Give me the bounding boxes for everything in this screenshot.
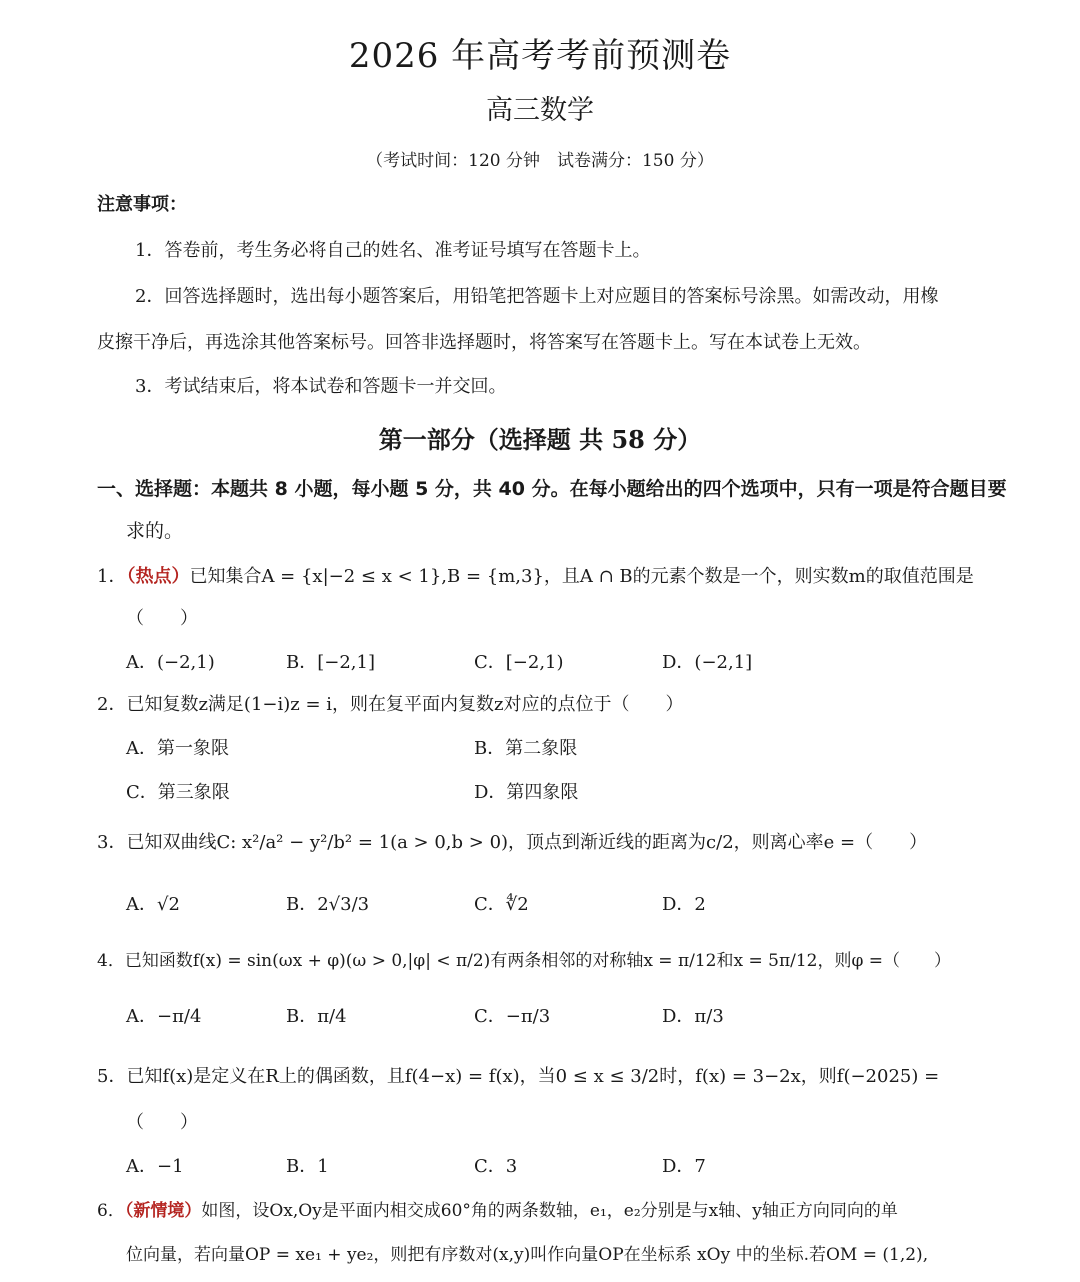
option-d: D．第四象限 xyxy=(474,782,579,803)
option-b: B．1 xyxy=(286,1156,329,1177)
option-a: A．(−2,1) xyxy=(126,652,215,673)
option-a: A．−1 xyxy=(126,1156,184,1177)
exam-subtitle: 高三数学 xyxy=(486,95,594,126)
question-text: 已知集合A = {x|−2 ≤ x < 1},B = {m,3}，且A ∩ B的元素个数是一个，则实数m的取值范围是 xyxy=(189,566,974,587)
question-text: 如图，设Ox,Oy是平面内相交成60°角的两条数轴，e₁，e₂分别是与x轴、y轴正方向同向的单 xyxy=(201,1201,898,1221)
option-c: C．[−2,1) xyxy=(474,652,564,673)
part-heading: 第一部分（选择题 共 58 分） xyxy=(378,425,702,454)
question-5: 5．已知f(x)是定义在R上的偶函数，且f(4−x) = f(x)，当0 ≤ x ≤ 3/2时，f(x) = 3−2x，则f(−2025) = xyxy=(97,1066,940,1087)
question-2: 2．已知复数z满足(1−i)z = i，则在复平面内复数z对应的点位于（ ） xyxy=(97,694,684,715)
notice-line-3: 3．考试结束后，将本试卷和答题卡一并交回。 xyxy=(135,376,507,397)
option-d: D．π/3 xyxy=(662,1006,724,1027)
exam-info: （考试时间：120 分钟 试卷满分：150 分） xyxy=(366,151,714,171)
notice-line-2a: 2．回答选择题时，选出每小题答案后，用铅笔把答题卡上对应题目的答案标号涂黑。如需改动，用橡 xyxy=(135,286,939,307)
question-3: 3．已知双曲线C: x²/a² − y²/b² = 1(a > 0,b > 0)，顶点到渐近线的距离为c/2，则离心率e =（ ） xyxy=(97,832,928,853)
notice-heading: 注意事项： xyxy=(97,194,187,215)
option-d: D．2 xyxy=(662,894,706,915)
option-b: B．[−2,1] xyxy=(286,652,375,673)
hot-tag: （热点） xyxy=(126,566,190,587)
section-heading-cont: 求的。 xyxy=(126,520,184,542)
option-a: A．√2 xyxy=(126,894,180,915)
question-number: 1． xyxy=(97,566,127,587)
section-heading: 一、选择题：本题共 8 小题，每小题 5 分，共 40 分。在每小题给出的四个选项中，只有一项是符合题目要 xyxy=(97,478,1007,500)
option-c: C．3 xyxy=(474,1156,518,1177)
option-d: D．7 xyxy=(662,1156,706,1177)
option-c: C．−π/3 xyxy=(474,1006,551,1027)
option-c: C．∜2 xyxy=(474,894,529,915)
option-b: B．2√3/3 xyxy=(286,894,370,915)
answer-blank: （ ） xyxy=(126,608,198,629)
question-6 xyxy=(97,1196,898,1221)
option-a: A．第一象限 xyxy=(126,738,229,759)
option-b: B．第二象限 xyxy=(474,738,578,759)
question-number: 6． xyxy=(97,1201,125,1221)
new-context-tag: （新情境） xyxy=(124,1201,202,1221)
option-a: A．−π/4 xyxy=(126,1006,202,1027)
notice-line-2b: 皮擦干净后，再选涂其他答案标号。回答非选择题时，将答案写在答题卡上。写在本试卷上无效。 xyxy=(97,332,871,353)
option-c: C．第三象限 xyxy=(126,782,230,803)
exam-title: 2026 年高考考前预测卷 xyxy=(348,36,732,76)
notice-line-1: 1．答卷前，考生务必将自己的姓名、准考证号填写在答题卡上。 xyxy=(135,240,651,261)
option-b: B．π/4 xyxy=(286,1006,347,1027)
question-4: 4．已知函数f(x) = sin(ωx + φ)(ω > 0,|φ| < π/2)有两条相邻的对称轴x = π/12和x = 5π/12，则φ =（ ） xyxy=(97,951,952,971)
question-1 xyxy=(97,562,974,588)
question-6-cont: 位向量，若向量OP = xe₁ + ye₂，则把有序数对(x,y)叫作向量OP在坐标系 xOy 中的坐标.若OM = (1,2), xyxy=(126,1245,929,1265)
answer-blank: （ ） xyxy=(126,1112,198,1133)
option-d: D．(−2,1] xyxy=(662,652,753,673)
